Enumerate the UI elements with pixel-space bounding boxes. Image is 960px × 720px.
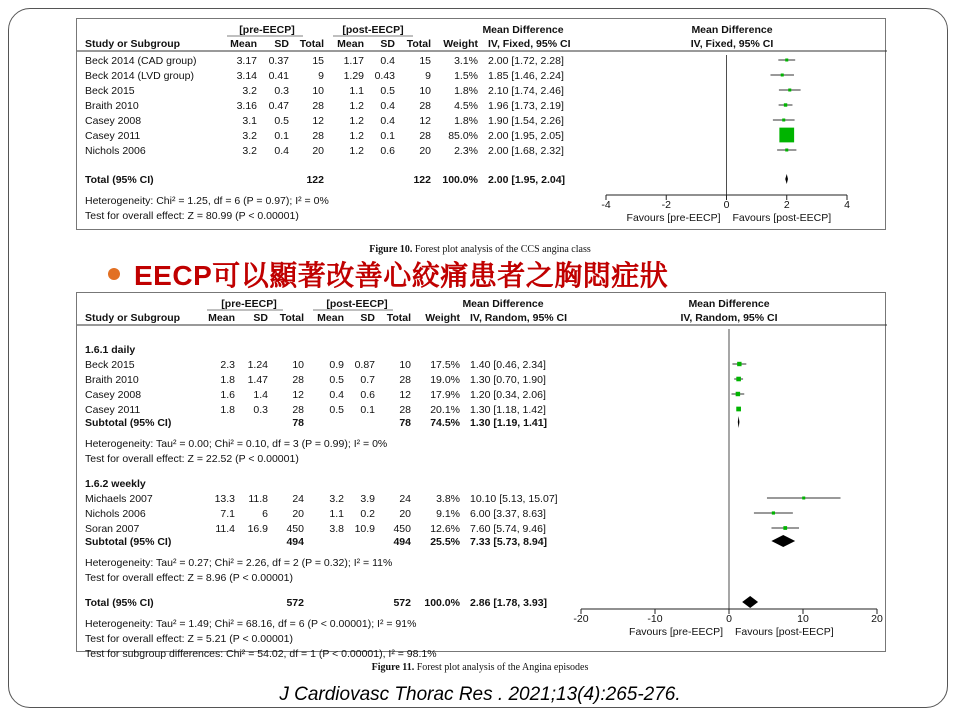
study-row-cell: 0.5 bbox=[329, 404, 344, 416]
study-row-cell: 13.3 bbox=[214, 493, 235, 505]
column-header: Mean bbox=[337, 38, 364, 50]
study-row-cell: 6.00 [3.37, 8.63] bbox=[470, 508, 546, 520]
study-row-cell: 3.2 bbox=[242, 130, 257, 142]
study-row-cell: 20 bbox=[292, 508, 304, 520]
subtotal-row-cell: Subtotal (95% CI) bbox=[85, 417, 172, 429]
effect-square bbox=[785, 149, 788, 152]
subgroup-label: 1.6.2 weekly bbox=[85, 478, 146, 490]
bullet-dot-icon bbox=[108, 268, 120, 280]
study-row-cell: 28 bbox=[312, 130, 324, 142]
effect-square bbox=[779, 128, 794, 143]
favours-left-label: Favours [pre-EECP] bbox=[629, 626, 723, 638]
study-row-cell: 0.5 bbox=[380, 85, 395, 97]
x-tick-label: -2 bbox=[661, 199, 671, 211]
study-row-cell: 3.1% bbox=[454, 55, 478, 67]
column-header: Mean bbox=[230, 38, 257, 50]
study-row-cell: Casey 2008 bbox=[85, 389, 142, 401]
study-row-cell: 0.6 bbox=[360, 389, 375, 401]
study-row-cell: 3.9 bbox=[360, 493, 375, 505]
total-row-cell: 572 bbox=[286, 597, 304, 609]
study-row-cell: 0.4 bbox=[380, 115, 395, 127]
study-row-cell: 7.1 bbox=[220, 508, 235, 520]
study-row-cell: 2.00 [1.68, 2.32] bbox=[488, 145, 564, 157]
effect-square bbox=[736, 407, 741, 412]
study-row-cell: 16.9 bbox=[247, 523, 268, 535]
figure-11-label: Figure 11. bbox=[371, 662, 415, 673]
effect-square bbox=[784, 103, 787, 106]
column-header: IV, Random, 95% CI bbox=[470, 312, 568, 324]
study-row-cell: 9.1% bbox=[436, 508, 460, 520]
favours-left-label: Favours [pre-EECP] bbox=[626, 212, 721, 224]
study-row-cell: 0.4 bbox=[380, 100, 395, 112]
subtotal-row-cell: 1.30 [1.19, 1.41] bbox=[470, 417, 548, 429]
total-row-cell: 2.00 [1.95, 2.04] bbox=[488, 174, 566, 186]
study-row-cell: 28 bbox=[292, 374, 304, 386]
study-row-cell: 12 bbox=[399, 389, 411, 401]
figure-10-text: Forest plot analysis of the CCS angina class bbox=[414, 244, 591, 255]
subtotal-row-cell: 74.5% bbox=[430, 417, 460, 429]
study-row-cell: Braith 2010 bbox=[85, 374, 139, 386]
column-header: Total bbox=[279, 312, 304, 324]
study-row-cell: 1.90 [1.54, 2.26] bbox=[488, 115, 564, 127]
total-row-cell: 2.86 [1.78, 3.93] bbox=[470, 597, 548, 609]
study-row-cell: 1.47 bbox=[247, 374, 268, 386]
study-row-cell: 0.1 bbox=[274, 130, 289, 142]
x-tick-label: -10 bbox=[647, 613, 663, 625]
subgroup-overall-effect: Test for overall effect: Z = 22.52 (P < 0.00001) bbox=[85, 453, 299, 465]
study-row-cell: 3.14 bbox=[236, 70, 257, 82]
study-row-cell: 0.87 bbox=[354, 359, 375, 371]
forest-plot-ccs-svg bbox=[77, 19, 887, 231]
study-row-cell: 17.5% bbox=[430, 359, 460, 371]
column-header: IV, Random, 95% CI bbox=[680, 312, 778, 324]
column-header: SD bbox=[274, 38, 289, 50]
study-row-cell: 20.1% bbox=[430, 404, 460, 416]
study-row-cell: 1.8 bbox=[220, 374, 235, 386]
study-row-cell: Casey 2011 bbox=[85, 404, 141, 416]
study-row-cell: 0.4 bbox=[380, 55, 395, 67]
group-header-md-plot: Mean Difference bbox=[688, 298, 770, 310]
group-header-md-text: Mean Difference bbox=[462, 298, 544, 310]
overall-effect-text: Test for overall effect: Z = 5.21 (P < 0.00001) bbox=[85, 633, 293, 645]
study-row-cell: 2.00 [1.72, 2.28] bbox=[488, 55, 564, 67]
bullet-row bbox=[108, 254, 668, 294]
study-row-cell: 3.8 bbox=[329, 523, 344, 535]
study-row-cell: 24 bbox=[292, 493, 304, 505]
effect-square bbox=[772, 511, 775, 514]
study-row-cell: 1.17 bbox=[343, 55, 364, 67]
study-row-cell: 1.85 [1.46, 2.24] bbox=[488, 70, 564, 82]
favours-right-label: Favours [post-EECP] bbox=[732, 212, 832, 224]
subgroup-heterogeneity: Heterogeneity: Tau² = 0.00; Chi² = 0.10, df = 3 (P = 0.99); I² = 0% bbox=[85, 438, 388, 450]
column-header: SD bbox=[380, 38, 395, 50]
heterogeneity-text: Heterogeneity: Tau² = 1.49; Chi² = 68.16, df = 6 (P < 0.00001); I² = 91% bbox=[85, 618, 417, 630]
subgroup-overall-effect: Test for overall effect: Z = 8.96 (P < 0.00001) bbox=[85, 572, 293, 584]
figure-11-caption bbox=[0, 662, 960, 673]
study-row-cell: 15 bbox=[312, 55, 324, 67]
study-row-cell: 1.2 bbox=[349, 100, 364, 112]
column-header: Weight bbox=[425, 312, 460, 324]
column-header: IV, Fixed, 95% CI bbox=[690, 38, 774, 50]
x-tick-label: 0 bbox=[723, 199, 730, 211]
x-tick-label: 0 bbox=[726, 613, 732, 625]
study-row-cell: 10.9 bbox=[354, 523, 375, 535]
overall-effect-text: Test for overall effect: Z = 80.99 (P < 0.00001) bbox=[85, 210, 299, 222]
study-row-cell: 28 bbox=[312, 100, 324, 112]
study-row-cell: 1.24 bbox=[247, 359, 268, 371]
study-row-cell: 28 bbox=[419, 130, 431, 142]
group-header-post: [post-EECP] bbox=[326, 298, 388, 310]
total-row-cell: Total (95% CI) bbox=[85, 174, 154, 186]
subtotal-row-cell: 7.33 [5.73, 8.94] bbox=[470, 536, 548, 548]
x-tick-label: -20 bbox=[573, 613, 589, 625]
study-row-cell: 28 bbox=[292, 404, 304, 416]
pooled-diamond bbox=[738, 416, 740, 428]
study-row-cell: Casey 2008 bbox=[85, 115, 142, 127]
subgroup-label: 1.6.1 daily bbox=[85, 344, 136, 356]
figure-10-label: Figure 10. bbox=[369, 244, 413, 255]
study-row-cell: 0.1 bbox=[380, 130, 395, 142]
effect-square bbox=[737, 362, 741, 366]
group-header-pre: [pre-EECP] bbox=[239, 24, 295, 36]
study-row-cell: 3.17 bbox=[236, 55, 257, 67]
study-row-cell: 1.2 bbox=[349, 115, 364, 127]
total-row-cell: Total (95% CI) bbox=[85, 597, 154, 609]
study-row-cell: 7.60 [5.74, 9.46] bbox=[470, 523, 546, 535]
effect-square bbox=[782, 119, 785, 122]
study-row-cell: 0.43 bbox=[374, 70, 395, 82]
column-header: SD bbox=[253, 312, 268, 324]
effect-square bbox=[785, 59, 788, 62]
study-row-cell: 2.3 bbox=[220, 359, 235, 371]
study-row-cell: 3.1 bbox=[242, 115, 257, 127]
forest-plot-angina-svg bbox=[77, 293, 887, 660]
study-row-cell: 3.2 bbox=[242, 145, 257, 157]
study-row-cell: 0.3 bbox=[253, 404, 268, 416]
group-header-md-text: Mean Difference bbox=[482, 24, 564, 36]
study-row-cell: 19.0% bbox=[430, 374, 460, 386]
study-row-cell: 1.96 [1.73, 2.19] bbox=[488, 100, 564, 112]
group-header-md-plot: Mean Difference bbox=[691, 24, 773, 36]
study-row-cell: 0.3 bbox=[274, 85, 289, 97]
study-row-cell: 1.4 bbox=[253, 389, 268, 401]
study-row-cell: 10 bbox=[292, 359, 304, 371]
effect-square bbox=[783, 526, 787, 530]
total-row-cell: 100.0% bbox=[424, 597, 460, 609]
study-row-cell: 1.8% bbox=[454, 85, 478, 97]
study-row-cell: Nichols 2006 bbox=[85, 508, 146, 520]
total-row-cell: 122 bbox=[413, 174, 431, 186]
pooled-diamond bbox=[771, 535, 795, 547]
study-row-cell: 10 bbox=[399, 359, 411, 371]
group-header-post: [post-EECP] bbox=[342, 24, 404, 36]
effect-square bbox=[781, 74, 784, 77]
study-row-cell: 20 bbox=[419, 145, 431, 157]
study-row-cell: 1.30 [1.18, 1.42] bbox=[470, 404, 546, 416]
study-row-cell: 450 bbox=[286, 523, 304, 535]
total-row-cell: 100.0% bbox=[442, 174, 478, 186]
group-header-pre: [pre-EECP] bbox=[221, 298, 277, 310]
study-row-cell: 20 bbox=[312, 145, 324, 157]
study-row-cell: 450 bbox=[393, 523, 411, 535]
study-row-cell: 10 bbox=[312, 85, 324, 97]
study-row-cell: 0.1 bbox=[360, 404, 375, 416]
study-row-cell: 10.10 [5.13, 15.07] bbox=[470, 493, 558, 505]
study-row-cell: 3.8% bbox=[436, 493, 460, 505]
citation: J Cardiovasc Thorac Res . 2021;13(4):265-276. bbox=[279, 684, 681, 705]
x-tick-label: 10 bbox=[797, 613, 809, 625]
study-row-cell: 0.2 bbox=[360, 508, 375, 520]
study-row-cell: 28 bbox=[399, 404, 411, 416]
pooled-diamond bbox=[785, 174, 788, 184]
study-row-cell: 11.4 bbox=[215, 523, 235, 535]
subtotal-row-cell: Subtotal (95% CI) bbox=[85, 536, 172, 548]
column-header: Study or Subgroup bbox=[85, 312, 181, 324]
column-header: SD bbox=[360, 312, 375, 324]
study-row-cell: 2.10 [1.74, 2.46] bbox=[488, 85, 564, 97]
study-row-cell: 1.2 bbox=[349, 145, 364, 157]
study-row-cell: 28 bbox=[419, 100, 431, 112]
total-row-cell: 122 bbox=[306, 174, 324, 186]
column-header: Total bbox=[406, 38, 431, 50]
study-row-cell: Beck 2015 bbox=[85, 85, 135, 97]
study-row-cell: 4.5% bbox=[454, 100, 478, 112]
study-row-cell: 1.1 bbox=[329, 508, 344, 520]
study-row-cell: 0.7 bbox=[360, 374, 375, 386]
study-row-cell: 28 bbox=[399, 374, 411, 386]
study-row-cell: 3.2 bbox=[242, 85, 257, 97]
heterogeneity-text: Heterogeneity: Chi² = 1.25, df = 6 (P = 0.97); I² = 0% bbox=[85, 195, 329, 207]
study-row-cell: 1.29 bbox=[343, 70, 364, 82]
subtotal-row-cell: 494 bbox=[286, 536, 304, 548]
subtotal-row-cell: 494 bbox=[393, 536, 411, 548]
study-row-cell: Beck 2014 (LVD group) bbox=[85, 70, 194, 82]
study-row-cell: Soran 2007 bbox=[85, 523, 140, 535]
study-row-cell: 12 bbox=[292, 389, 304, 401]
column-header: Weight bbox=[443, 38, 478, 50]
study-row-cell: 1.8 bbox=[220, 404, 235, 416]
study-row-cell: 0.9 bbox=[329, 359, 344, 371]
pooled-diamond bbox=[742, 596, 758, 608]
subtotal-row-cell: 25.5% bbox=[430, 536, 460, 548]
study-row-cell: 1.2 bbox=[349, 130, 364, 142]
study-row-cell: 15 bbox=[419, 55, 431, 67]
study-row-cell: 9 bbox=[318, 70, 324, 82]
study-row-cell: 2.00 [1.95, 2.05] bbox=[488, 130, 564, 142]
study-row-cell: 12 bbox=[419, 115, 431, 127]
column-header: Total bbox=[299, 38, 324, 50]
x-tick-label: 4 bbox=[844, 199, 850, 211]
study-row-cell: Beck 2014 (CAD group) bbox=[85, 55, 197, 67]
study-row-cell: 1.20 [0.34, 2.06] bbox=[470, 389, 546, 401]
effect-square bbox=[736, 377, 741, 382]
study-row-cell: 1.5% bbox=[454, 70, 478, 82]
study-row-cell: 20 bbox=[399, 508, 411, 520]
x-tick-label: -4 bbox=[601, 199, 611, 211]
study-row-cell: 0.41 bbox=[268, 70, 289, 82]
column-header: Mean bbox=[317, 312, 344, 324]
study-row-cell: Braith 2010 bbox=[85, 100, 139, 112]
study-row-cell: 0.5 bbox=[274, 115, 289, 127]
study-row-cell: 85.0% bbox=[448, 130, 478, 142]
effect-square bbox=[736, 392, 740, 396]
study-row-cell: 2.3% bbox=[454, 145, 478, 157]
column-header: Mean bbox=[208, 312, 235, 324]
study-row-cell: 24 bbox=[399, 493, 411, 505]
study-row-cell: 0.47 bbox=[268, 100, 289, 112]
study-row-cell: 1.30 [0.70, 1.90] bbox=[470, 374, 546, 386]
study-row-cell: 1.6 bbox=[220, 389, 235, 401]
bullet-text: EECP可以顯著改善心絞痛患者之胸悶症狀 bbox=[134, 260, 669, 291]
study-row-cell: 12 bbox=[312, 115, 324, 127]
column-header: Total bbox=[386, 312, 411, 324]
favours-right-label: Favours [post-EECP] bbox=[735, 626, 834, 638]
figure-11-text: Forest plot analysis of the Angina episodes bbox=[416, 662, 589, 673]
forest-plot-ccs-class bbox=[76, 18, 886, 230]
x-tick-label: 20 bbox=[871, 613, 883, 625]
study-row-cell: Nichols 2006 bbox=[85, 145, 146, 157]
study-row-cell: 0.6 bbox=[380, 145, 395, 157]
study-row-cell: 0.5 bbox=[329, 374, 344, 386]
study-row-cell: Beck 2015 bbox=[85, 359, 135, 371]
subgroup-heterogeneity: Heterogeneity: Tau² = 0.27; Chi² = 2.26, df = 2 (P = 0.32); I² = 11% bbox=[85, 557, 393, 569]
study-row-cell: 9 bbox=[425, 70, 431, 82]
study-row-cell: 3.16 bbox=[236, 100, 257, 112]
x-tick-label: 2 bbox=[783, 199, 790, 211]
study-row-cell: 1.40 [0.46, 2.34] bbox=[470, 359, 546, 371]
effect-square bbox=[788, 89, 791, 92]
subtotal-row-cell: 78 bbox=[292, 417, 304, 429]
effect-square bbox=[802, 497, 805, 500]
subtotal-row-cell: 78 bbox=[399, 417, 411, 429]
study-row-cell: 10 bbox=[419, 85, 431, 97]
study-row-cell: 1.1 bbox=[349, 85, 364, 97]
forest-plot-angina-episodes bbox=[76, 292, 886, 660]
study-row-cell: 1.8% bbox=[454, 115, 478, 127]
subgroup-diff-text: Test for subgroup differences: Chi² = 54.02, df = 1 (P < 0.00001), I² = 98.1% bbox=[85, 648, 437, 660]
study-row-cell: Casey 2011 bbox=[85, 130, 141, 142]
study-row-cell: 0.4 bbox=[274, 145, 289, 157]
total-row-cell: 572 bbox=[393, 597, 411, 609]
study-row-cell: 6 bbox=[262, 508, 268, 520]
study-row-cell: 17.9% bbox=[430, 389, 460, 401]
study-row-cell: 11.8 bbox=[248, 493, 268, 505]
study-row-cell: Michaels 2007 bbox=[85, 493, 153, 505]
column-header: IV, Fixed, 95% CI bbox=[488, 38, 571, 50]
study-row-cell: 0.37 bbox=[268, 55, 289, 67]
study-row-cell: 0.4 bbox=[329, 389, 344, 401]
study-row-cell: 12.6% bbox=[430, 523, 460, 535]
column-header: Study or Subgroup bbox=[85, 38, 181, 50]
study-row-cell: 3.2 bbox=[329, 493, 344, 505]
